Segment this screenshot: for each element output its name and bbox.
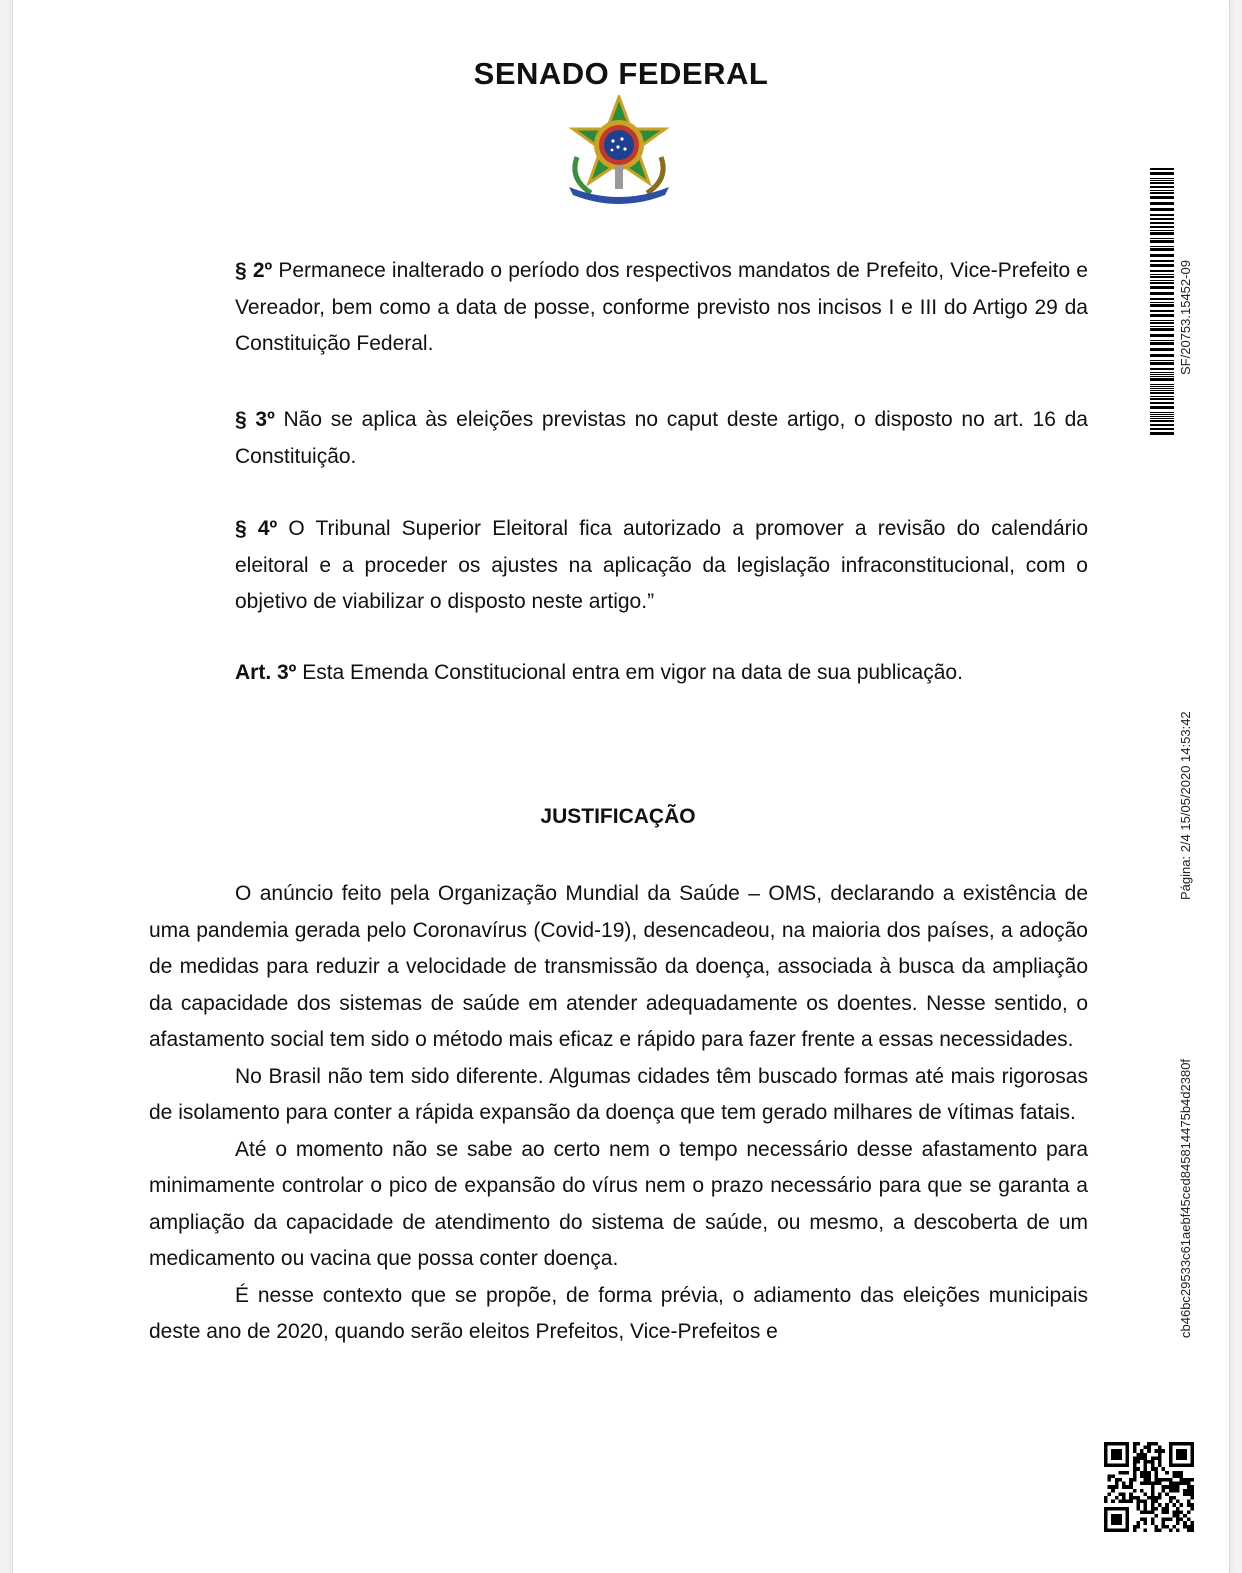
paragraph-2-label: § 2º	[235, 259, 273, 282]
justification-paragraph: No Brasil não tem sido diferente. Algumas cidades têm buscado formas até mais rigorosas de isolamento para conter a rápida expansão da doença que tem gerado milhares de vítimas fatais.	[149, 1064, 1088, 1124]
paragraph-4	[235, 511, 1088, 621]
barcode-icon	[1150, 168, 1174, 438]
justification-body	[149, 876, 1088, 1351]
article-3-label: Art. 3º	[235, 661, 297, 684]
paragraph-4-label: § 4º	[235, 517, 278, 540]
senate-header-title: SENADO FEDERAL	[473, 56, 769, 91]
justification-paragraph: É nesse contexto que se propõe, de forma prévia, o adiamento das eleições municipais deste ano de 2020, quando serão eleitos Prefeitos, Vice-Prefeitos e	[149, 1283, 1088, 1343]
document-code: SF/20753.15452-09	[1178, 260, 1193, 375]
article-3	[235, 655, 1088, 692]
article-3-text: Esta Emenda Constitucional entra em vigor na data de sua publicação.	[302, 661, 963, 684]
coat-of-arms-icon	[565, 95, 673, 207]
document-hash: cb46bc29533c61aebf45ced845814475b4d2380f	[1178, 1058, 1193, 1338]
paragraph-4-text: O Tribunal Superior Eleitoral fica autorizado a promover a revisão do calendário eleitoral e a proceder os ajustes na aplicação da legislação infraconstitucional, com o objetivo de viabilizar o disposto neste artigo.”	[235, 517, 1088, 613]
qr-code-icon	[1104, 1442, 1194, 1532]
justification-paragraph: O anúncio feito pela Organização Mundial da Saúde – OMS, declarando a existência de uma pandemia gerada pelo Coronavírus (Covid-19), desencadeou, na maioria dos países, a adoção de medidas para reduzir a velocidade de transmissão da doença, associada à busca da ampliação da capacidade dos sistemas de saúde em atender adequadamente os doentes. Nesse sentido, o afastamento social tem sido o método mais eficaz e rápido para fazer frente a essas necessidades.	[149, 882, 1088, 1051]
paragraph-3-text: Não se aplica às eleições previstas no caput deste artigo, o disposto no art. 16 da Constituição.	[235, 408, 1088, 468]
paragraph-3	[235, 402, 1088, 475]
justification-paragraph: Até o momento não se sabe ao certo nem o tempo necessário desse afastamento para minimamente controlar o pico de expansão do vírus nem o prazo necessário para que se garanta a ampliação da capacidade de atendimento do sistema de saúde, ou mesmo, a descoberta de um medicamento ou vacina que possa conter doença.	[149, 1137, 1088, 1270]
paragraph-2	[235, 253, 1088, 363]
paragraph-3-label: § 3º	[235, 408, 275, 431]
page-info: Página: 2/4 15/05/2020 14:53:42	[1178, 711, 1193, 900]
paragraph-2-text: Permanece inalterado o período dos respectivos mandatos de Prefeito, Vice-Prefeito e Vereador, bem como a data de posse, conforme previsto nos incisos I e III do Artigo 29 da Constituição Federal.	[235, 259, 1088, 355]
justification-heading: JUSTIFICAÇÃO	[540, 805, 696, 828]
